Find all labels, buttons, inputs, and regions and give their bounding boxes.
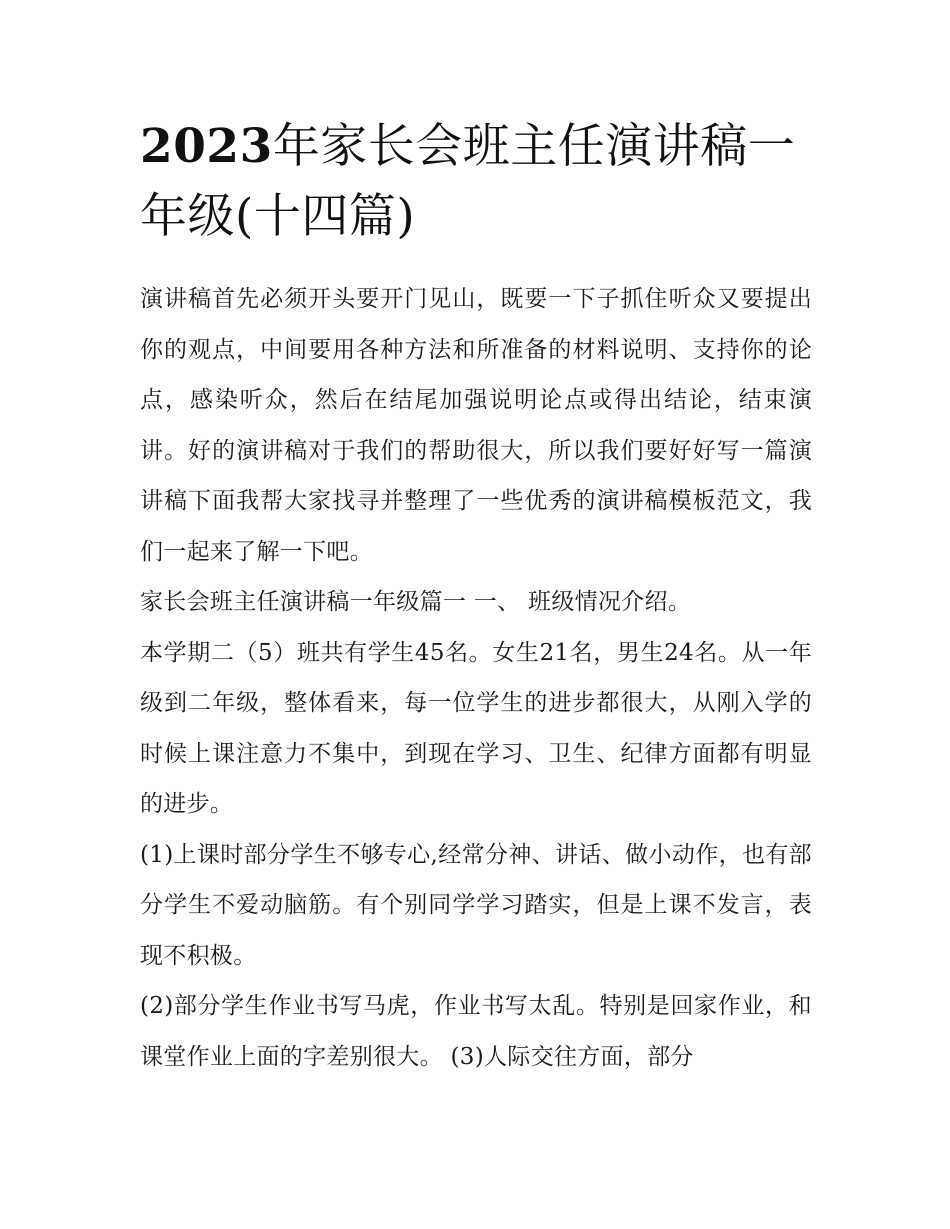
document-body [140,274,812,1082]
point-1-paragraph: (1)上课时部分学生不够专心,经常分神、讲话、做小动作，也有部分学生不爱动脑筋。有个别同学学习踏实，但是上课不发言，表现不积极。 [140,841,812,969]
class-info-paragraph: 本学期二（5）班共有学生45名。女生21名，男生24名。从一年级到二年级，整体看来，每一位学生的进步都很大，从刚入学的时候上课注意力不集中，到现在学习、卫生、纪律方面都有明显的进步。 [140,639,812,817]
section-heading-paragraph: 家长会班主任演讲稿一年级篇一 一、 班级情况介绍。 [140,589,692,615]
title-year: 2023 [140,119,273,174]
point-2-paragraph: (2)部分学生作业书写马虎，作业书写太乱。特别是回家作业，和课堂作业上面的字差别很大。 (3)人际交往方面，部分 [140,993,812,1070]
document-page [140,112,812,1082]
intro-paragraph: 演讲稿首先必须开头要开门见山，既要一下子抓住听众又要提出你的观点，中间要用各种方法和所准备的材料说明、支持你的论点，感染听众，然后在结尾加强说明论点或得出结论，结束演讲。好的演讲稿对于我们的帮助很大，所以我们要好好写一篇演讲稿下面我帮大家找寻并整理了一些优秀的演讲稿模板范文，我们一起来了解一下吧。 [140,286,812,565]
document-title: 2023年家长会班主任演讲稿一年级(十四篇) [140,119,796,244]
